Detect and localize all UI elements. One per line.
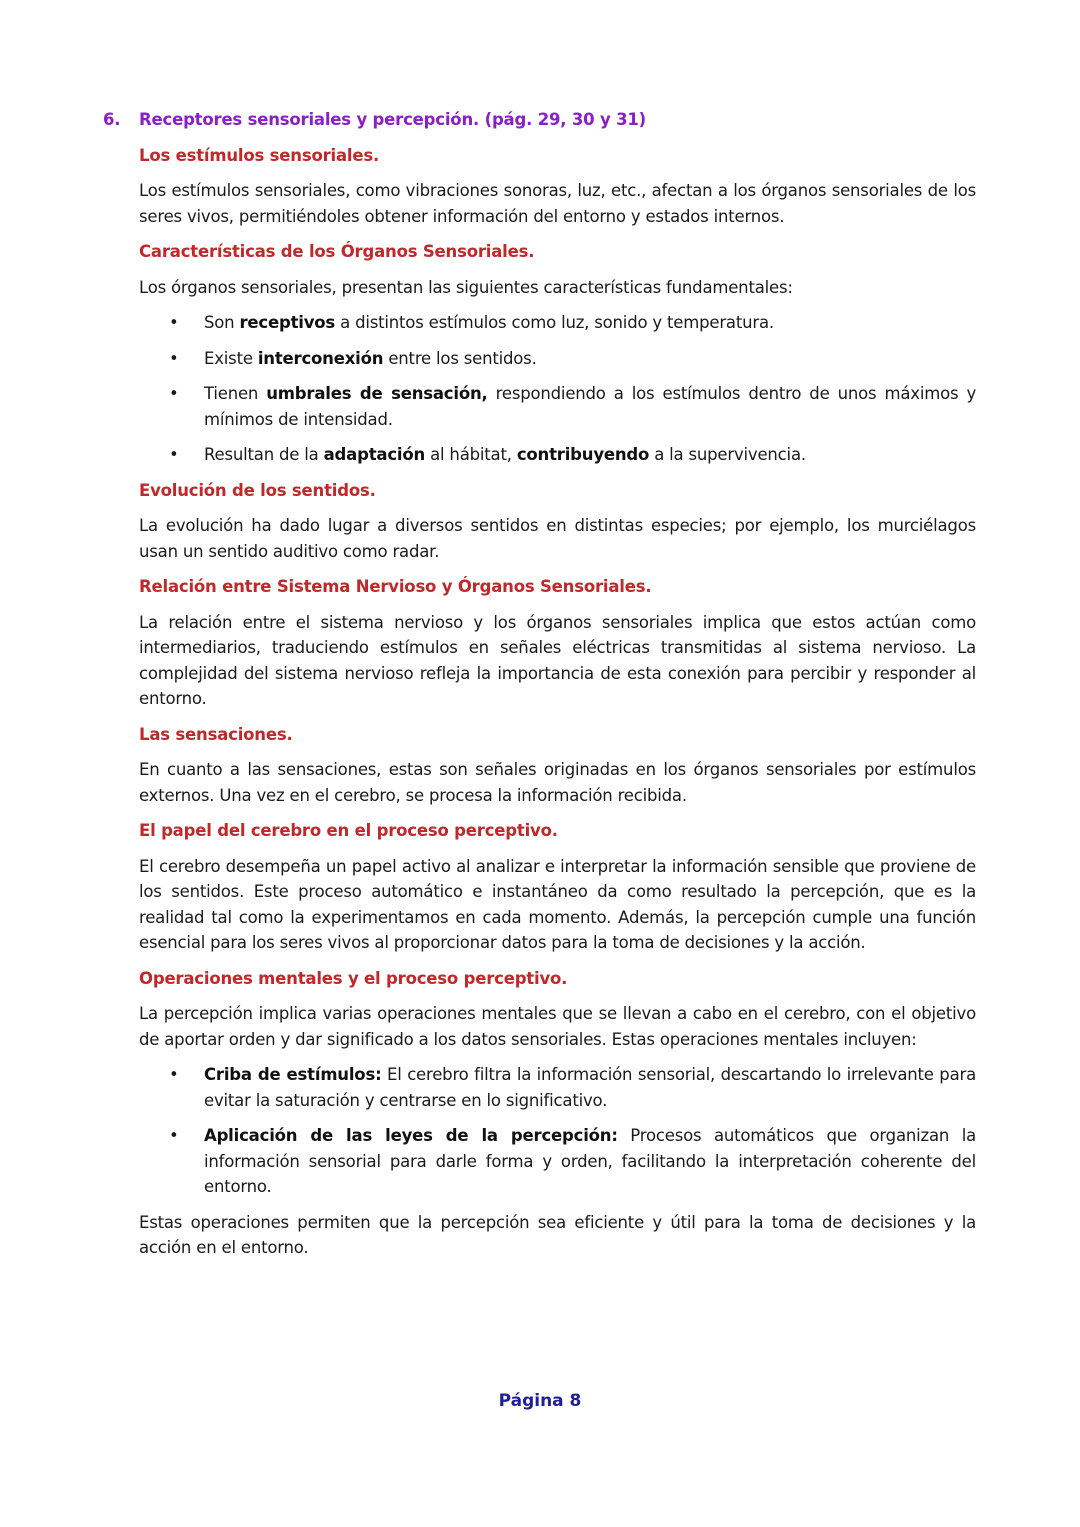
section-title [103,107,976,133]
section-number: 6. [103,110,121,129]
text: Resultan de la [204,445,324,464]
paragraph: La evolución ha dado lugar a diversos sentidos en distintas especies; por ejemplo, los murciélagos usan un sentido auditivo como radar. [139,516,976,561]
paragraph: Los estímulos sensoriales, como vibraciones sonoras, luz, etc., afectan a los órganos sensoriales de los seres vivos, permitiéndoles obtener información del entorno y estados internos. [139,181,976,226]
paragraph: La relación entre el sistema nervioso y los órganos sensoriales implica que estos actúan como intermediarios, traduciendo estímulos en señales eléctricas transmitidas al sistema nervioso. La complejidad del sistema nervioso refleja la importancia de esta conexión para percibir y responder al entorno. [139,612,976,708]
paragraph: Los órganos sensoriales, presentan las siguientes características fundamentales: [139,277,793,297]
subheading: Los estímulos sensoriales. [139,145,380,165]
bold-text: adaptación [323,445,426,464]
bold-text: umbrales de sensación, [266,384,488,403]
text: entre los sentidos. [383,348,537,368]
text: Tienen [204,384,267,403]
subheading: Operaciones mentales y el proceso perceptivo. [139,968,568,988]
subheading: Evolución de los sentidos. [139,480,376,500]
subheading: Características de los Órganos Sensoriales. [139,242,535,261]
text: al hábitat, [425,445,517,464]
bold-text: Aplicación de las leyes de la percepción: [204,1126,618,1145]
text: Existe [204,348,258,368]
page-number: Página 8 [498,1391,582,1411]
text: El cerebro filtra la información sensorial, descartando lo irrelevante para evitar la saturación y centrarse en lo significativo. [204,1065,976,1110]
text: Son [204,313,240,332]
paragraph: La percepción implica varias operaciones mentales que se llevan a cabo en el cerebro, con el objetivo de aportar orden y dar significado a los datos sensoriales. Estas operaciones mentales incluyen: [139,1004,976,1049]
paragraph: El cerebro desempeña un papel activo al analizar e interpretar la información sensible que proviene de los sentidos. Este proceso automático e instantáneo da como resultado la percepción, que es la realidad tal como la experimentamos en cada momento. Además, la percepción cumple una función esencial para los seres vivos al proporcionar datos para la toma de decisiones y la acción. [139,856,976,952]
bold-text: Criba de estímulos: [204,1065,382,1084]
bullet-list [139,1062,976,1200]
paragraph: Estas operaciones permiten que la percepción sea eficiente y útil para la toma de decisiones y la acción en el entorno. [139,1212,976,1257]
text: a la supervivencia. [649,445,806,464]
document-body [103,107,977,1271]
list-item [139,346,976,372]
section-title-text: Receptores sensoriales y percepción. (pág. 29, 30 y 31) [139,110,646,129]
list-item [139,310,976,336]
subheading: El papel del cerebro en el proceso perceptivo. [139,821,558,840]
subheading: Relación entre Sistema Nervioso y Órganos Sensoriales. [139,577,652,596]
list-item [139,381,976,432]
bold-text: receptivos [239,313,336,332]
paragraph: En cuanto a las sensaciones, estas son señales originadas en los órganos sensoriales por estímulos externos. Una vez en el cerebro, se procesa la información recibida. [139,760,976,805]
text: Procesos automáticos que organizan la información sensorial para darle forma y orden, facilitando la interpretación coherente del entorno. [204,1126,976,1196]
list-item [139,1062,976,1113]
bold-text: interconexión [257,348,384,368]
text: respondiendo a los estímulos dentro de unos máximos y mínimos de intensidad. [204,384,977,429]
list-item [139,1123,976,1200]
bold-text: contribuyendo [516,445,650,464]
text: a distintos estímulos como luz, sonido y temperatura. [335,313,774,332]
bullet-list [139,310,976,468]
list-item [139,442,976,468]
subheading: Las sensaciones. [139,724,293,744]
